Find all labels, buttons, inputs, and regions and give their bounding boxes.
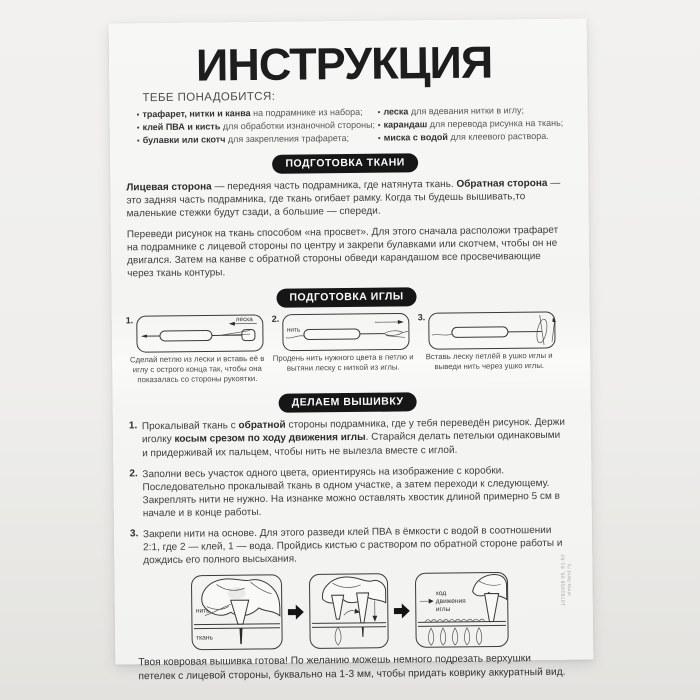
text-run: стороны подрамника, где у тебя переведён рисунок. Держи иголку [141, 417, 565, 446]
needle-step-2-figure [282, 312, 416, 351]
step-caption: Вставь леску петлёй в ушко иглы и выведи нить через ушко иглы. [425, 350, 553, 372]
needle-steps [124, 311, 567, 386]
section-badge-needle-prep: ПОДГОТОВКА ИГЛЫ [276, 287, 416, 307]
text-run: . Старайся делать петельки одинаковыми и придерживай их пальцем, чтобы нить не вылезла вместе с иглой. [142, 430, 561, 459]
fabric-label: ткань [196, 634, 213, 642]
bullet-icon: • [136, 110, 140, 120]
brand-text: sima-land.ru [566, 563, 573, 596]
section-badge-embroidery: ДЕЛАЕМ ВЫШИВКУ [279, 393, 417, 413]
curved-arrow-icon [344, 609, 360, 616]
footer-note: Твоя ковровая вышивка готова! По желанию можешь немного подрезать верхушки петелек с лицевой стороны, буквально на 1-3 мм, чтобы придать коврику аккуратный вид. [138, 653, 566, 683]
arrow-right-icon [420, 599, 434, 604]
text-run: леска [383, 106, 409, 117]
needle-step-1 [124, 314, 271, 386]
leska-label: леска [235, 315, 253, 324]
text-run: для вдевания нитки в иглу; [408, 105, 525, 117]
needle-step-3 [416, 311, 563, 383]
thread-label: нить [286, 326, 301, 334]
list-item [137, 131, 378, 146]
diagram-punch-through [190, 574, 283, 651]
direction-label: движения [435, 598, 466, 606]
instruction-item-1 [129, 416, 567, 460]
needle-step-2 [270, 312, 417, 384]
text-run: для перевода рисунка на ткань; [427, 117, 564, 129]
fabric-paragraph-1 [126, 177, 562, 221]
instruction-sheet [109, 19, 594, 683]
diagram-needle-direction [414, 572, 509, 649]
step-number: 2. [271, 313, 280, 324]
direction-label: ход [435, 590, 447, 598]
page-title: ИНСТРУКЦИЯ [195, 36, 493, 91]
step-caption: Сделай петлю из лески и вставь её в иглу с острого конца так, чтобы она показалась со стороны рукоятки. [129, 353, 265, 385]
text-run: Обратная сторона [456, 178, 548, 191]
text-run: Закрепи нити на основе. Для этого разведи клей ПВА в ёмкости с водой в соотношении 2:1, где 2 — клей, 1 — вода. Пройдись кистью с раствором по обратной стороне работы и дождись его полного высыхания. [142, 524, 563, 567]
stitching-diagrams [184, 572, 515, 651]
bullet-icon: • [377, 133, 381, 143]
text-run: косым срезом по ходу движения иглы [174, 432, 366, 446]
text-run: клей ПВА и кисть [142, 121, 221, 132]
fabric-paragraph-2: Переведи рисунок на ткань способом «на просвет». Для этого сначала расположи трафарет на подрамнике с лицевой стороны по центру и закрепи булавками или скотчем, чтобы он не двигался. Затем на канве с обратной стороны обведи карандашом все просвечивающие через ткань контуры. [126, 224, 559, 280]
diagram-loop-formed [308, 573, 389, 650]
product-code-number: 10782458 05, 61-62 [560, 553, 567, 606]
step-caption: Продень нить нужного цвета в петлю и вытяни леску с ниткой из иглы. [272, 352, 414, 373]
direction-label: иглы [435, 606, 451, 614]
text-run: для обработки изнаночной стороны; [220, 119, 376, 132]
item-number: 1. [128, 420, 138, 432]
needs-list-left [137, 106, 378, 147]
text-run: Лицевая сторона [126, 181, 212, 194]
needle-step-3-figure [428, 311, 562, 350]
section-badge-fabric-prep: ПОДГОТОВКА ТКАНИ [272, 154, 418, 175]
arrow-right-icon [375, 320, 404, 324]
text-run: карандаш [383, 118, 428, 130]
text-run: для закрепления трафарета; [225, 132, 350, 144]
embroidery-instructions [129, 416, 569, 568]
thread-label: нить [195, 607, 210, 615]
text-run: — передняя часть подрамника, где натянута ткань. [211, 179, 457, 193]
text-run: миска с водой [383, 131, 448, 143]
text-run: для клеевого раствора. [447, 130, 549, 142]
instruction-item-2 [129, 463, 568, 520]
text-run: булавки или скотч [142, 133, 226, 145]
item-number: 2. [129, 467, 138, 479]
bullet-icon: • [136, 135, 140, 145]
text-run: трафарет, нитки и канва [142, 108, 251, 120]
needs-list-right [378, 104, 564, 144]
item-number: 3. [129, 528, 139, 540]
step-number: 1. [125, 315, 134, 326]
text-run: обратной [238, 420, 286, 432]
bullet-icon: • [377, 120, 381, 130]
text-run: — это задняя часть подрамника, где ткань огибает рамку. Когда ты будешь вышивать,то маленькие стежки будут сзади, а большие — спереди. [126, 178, 561, 220]
instruction-item-3 [130, 524, 568, 568]
bullet-icon: • [136, 122, 140, 132]
arrow-right-icon [288, 604, 304, 619]
text-run: Прокалывай ткань с [141, 420, 239, 433]
list-item [378, 129, 564, 144]
text-run: Заполни весь участок одного цвета, ориентируясь на изображение с коробки. Последовательно прокалывай ткань в одном участке, а затем переходи к следующему. Закреплять нити не нужно. На изнанке можно оставлять хвостик длиной примерно 5 см в начале и в конце работы. [142, 465, 560, 520]
needs-heading: ТЕБЕ ПОНАДОБИТСЯ: [142, 90, 276, 105]
arrow-right-icon [394, 603, 410, 618]
text-run: на подрамнике из набора; [250, 106, 363, 119]
arrow-down-icon [372, 601, 377, 622]
needs-list [137, 104, 564, 147]
needle-step-1-figure [136, 314, 270, 353]
product-code [560, 547, 573, 613]
step-number: 3. [417, 312, 426, 323]
bullet-icon: • [377, 107, 381, 117]
